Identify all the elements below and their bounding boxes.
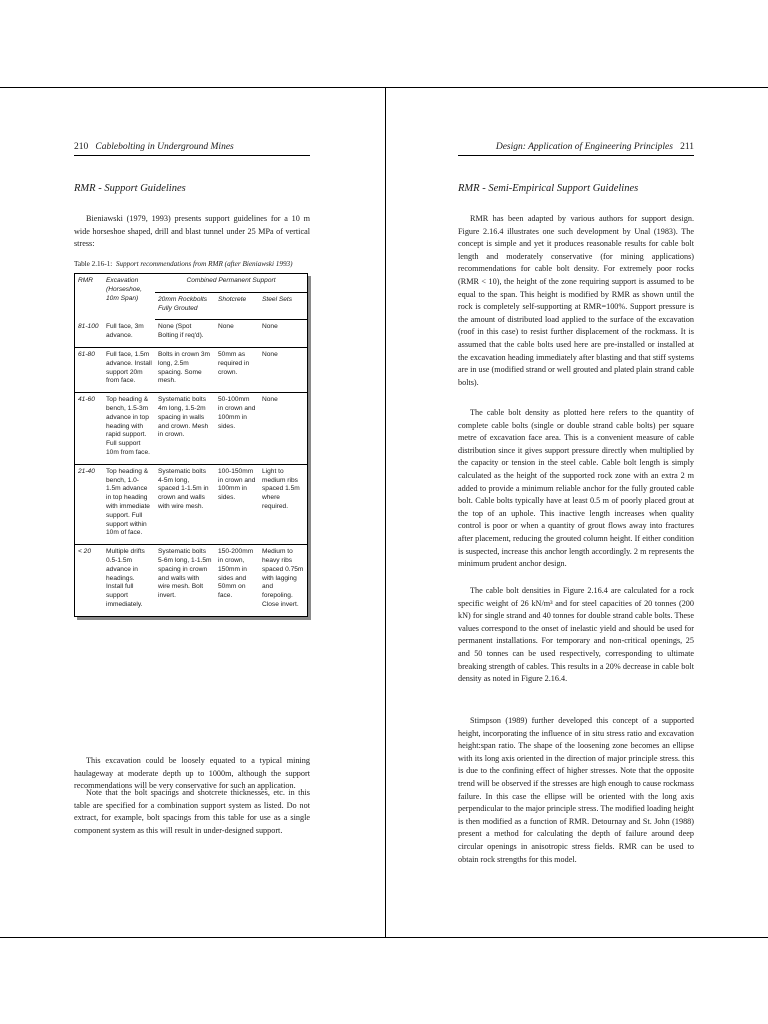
col-header-rockbolts: 20mm Rockbolts Fully Grouted (155, 292, 215, 320)
cell-shotcrete: 150-200mm in crown, 150mm in sides and 50mm on face. (215, 545, 259, 617)
cell-steel: None (259, 393, 308, 465)
table-row (75, 347, 308, 392)
left-running-head (74, 142, 310, 156)
cell-steel: None (262, 323, 278, 331)
cell-rmr: 21-40 (75, 464, 104, 544)
cell-rmr: 61-80 (75, 347, 104, 392)
cell-excavation: Top heading & bench, 1.0-1.5m advance in top heading with immediate support. Full support within 10m of face. (103, 464, 155, 544)
table-caption (74, 260, 310, 268)
haulageway-paragraph: This excavation could be loosely equated to a typical mining haulageway at moderate depth up to 1000m, although the support recommendations will be very conservative for such an application. (74, 756, 310, 791)
rmr-adaptation-paragraph: RMR has been adapted by various authors for support design. Figure 2.16.4 illustrates one such development by Unal (1983). The concept is simple and yet it produces reasonable results for cable bolt length and moderately conservative (for mining applications) recommendations for cable bolt density. For extremely poor rocks (RMR < 10), the height of the zone requiring support is assumed to be equal to the span. This height is modified by RMR as shown until the rock is completely self-supporting at RMR=100%. Support pressure is the amount of distributed load applied to the surface of the excavation (roof in this case) to resist further displacement of the rockmass. It is assumed that the cable bolts used here are pre-installed or installed at the excavation heading immediately after blasting and that stiff systems are in use (modified strand or well grouted and plated plain strand cable bolts). (458, 214, 694, 387)
table-row (75, 320, 308, 348)
right-page-number: 211 (680, 142, 694, 152)
cell-steel: None (259, 347, 308, 392)
intro-paragraph: Bieniawski (1979, 1993) presents support guidelines for a 10 m wide horseshoe shaped, drill and blast tunnel under 25 MPa of vertical stress: (74, 214, 310, 249)
cable-bolt-density-paragraph: The cable bolt density as plotted here refers to the quantity of complete cable bolts (single or double strand cable bolts) per square metre of excavation face area. This is a convenient measure of cable distribution since it gives support pressure directly when multiplied by the capacity or tension in the steel cable. Cable bolt length is simply calculated as the height of the supported rock zone with an extra 2 m added to provide a minimum reliable anchor for the fully grouted cable bolt. Cable bolts typically have at least 0.5 m of poorly placed grout at the top of an uphole. This inactive length increases when quality control is poor or when a quantity of grout flows away into fractures after placement, reducing the grouted column height. If either condition is suspected, increase this anchor length accordingly. 2 m represents the minimum prudent anchor design. (458, 408, 694, 569)
cell-bolts: None (Spot Bolting if req'd). (158, 323, 204, 340)
support-recommendations-table (74, 273, 308, 617)
col-header-steel-sets: Steel Sets (259, 292, 308, 320)
cell-shotcrete: 100-150mm in crown and 100mm in sides. (215, 464, 259, 544)
cable-bolt-capacity-paragraph: The cable bolt densities in Figure 2.16.4 are calculated for a rock specific weight of 26 kN/m³ and for steel capacities of 20 tonnes (200 kN) for single strand and 40 tonnes for double strand cable bolts. These values correspond to the onset of inelastic yield and should be used for permanent installations. For temporary and non-critical openings, 25 and 50 tonnes can be used respectively, corresponding to ultimate breaking strength of cables. This results in a 20% decrease in cable bolt density as noted in Figure 2.16.4. (458, 586, 694, 684)
cell-excavation: Full face, 1.5m advance. Install support 20m from face. (103, 347, 155, 392)
left-running-title: Cablebolting in Underground Mines (95, 142, 234, 152)
cell-bolts: Systematic bolts 4m long, 1.5-2m spacing in walls and crown. Mesh in crown. (155, 393, 215, 465)
table-header-row (75, 274, 308, 293)
col-group-header-support: Combined Permanent Support (155, 274, 308, 293)
table-row (75, 464, 308, 544)
table-caption-text: Support recommendations from RMR (after Bieniawski 1993) (115, 260, 293, 268)
left-section-title: RMR - Support Guidelines (74, 183, 186, 194)
left-page (0, 87, 385, 938)
cell-rmr: 81-100 (78, 322, 99, 330)
right-running-head (458, 142, 694, 156)
right-running-title: Design: Application of Engineering Principles (495, 142, 673, 152)
cell-rmr: 41-60 (75, 393, 104, 465)
table-row (75, 545, 308, 617)
cell-excavation: Multiple drifts 0.5-1.5m advance in headings. Install full support immediately. (103, 545, 155, 617)
cell-excavation: Full face, 3m advance. (106, 322, 144, 339)
col-header-shotcrete: Shotcrete (215, 292, 259, 320)
right-section-title: RMR - Semi-Empirical Support Guidelines (458, 183, 639, 194)
cell-bolts: Bolts in crown 3m long, 2.5m spacing. Some mesh. (155, 347, 215, 392)
cell-steel: Medium to heavy ribs spaced 0.75m with lagging and forepoling. Close invert. (259, 545, 308, 617)
cell-excavation: Top heading & bench, 1.5-3m advance in top heading with rapid support. Full support 10m from face. (103, 393, 155, 465)
col-header-rmr: RMR (78, 277, 94, 284)
col-header-excavation: Excavation (Horseshoe, 10m Span) (106, 277, 142, 302)
cell-rmr: < 20 (75, 545, 104, 617)
cell-shotcrete: None (218, 323, 234, 331)
cell-shotcrete: 50-100mm in crown and 100mm in sides. (215, 393, 259, 465)
cell-steel: Light to medium ribs spaced 1.5m where required. (259, 464, 308, 544)
bolt-spacing-note-paragraph: Note that the bolt spacings and shotcrete thicknesses, etc. in this table are specified for a combination support system as listed. Do not extract, for example, bolt spacings from this table for use as a single component system as this will result in under-designed support. (74, 788, 310, 835)
right-page (386, 87, 768, 938)
left-page-number: 210 (74, 142, 89, 152)
table-row (75, 393, 308, 465)
table-caption-label: Table 2.16-1: (74, 260, 113, 268)
cell-shotcrete: 50mm as required in crown. (215, 347, 259, 392)
cell-bolts: Systematic bolts 4-5m long, spaced 1-1.5m in crown and walls with wire mesh. (155, 464, 215, 544)
stimpson-paragraph: Stimpson (1989) further developed this concept of a supported height, incorporating the influence of in situ stress ratio and excavation height:span ratio. The shape of the loosening zone becomes an ellipse with its long axis oriented in the direction of major principle stress. this is due to the confining effect of higher stresses. Note that the opposite trend will be observed if the stresses are high enough to cause rockmass failure. In this case the ellipse will be oriented with the long axis perpendicular to the major principle stress. The modified loading height is then modified as a function of RMR. Detournay and St. John (1988) present a method for calculating the depth of failure around deep circular openings in anisotropic stress fields. RMR can be used to obtain rock strengths for this model. (458, 716, 694, 864)
cell-bolts: Systematic bolts 5-6m long, 1-1.5m spacing in crown and walls with wire mesh. Bolt invert. (155, 545, 215, 617)
